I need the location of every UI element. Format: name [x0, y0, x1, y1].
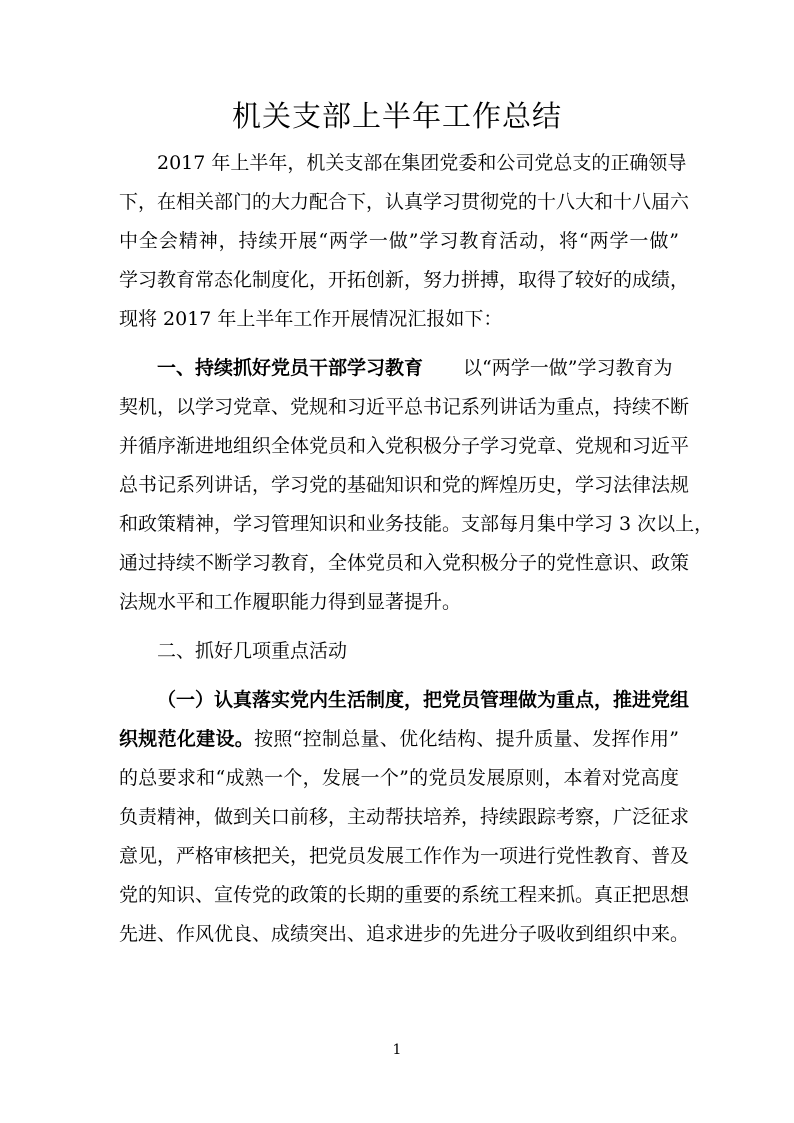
- subsection-heading: （一）认真落实党内生活制度，把党员管理做为重点，推进党组: [157, 689, 690, 711]
- paragraph-line: 契机，以学习党章、党规和习近平总书记系列讲话为重点，持续不断: [119, 396, 690, 418]
- paragraph-text: 按照“控制总量、优化结构、提升质量、发挥作用”: [254, 728, 679, 750]
- section-heading-2: 二、抓好几项重点活动: [157, 640, 348, 662]
- page-number: 1: [392, 1042, 402, 1058]
- paragraph-line: 党的知识、宣传党的政策的长期的重要的系统工程来抓。真正把思想: [119, 884, 690, 906]
- paragraph-line: 通过持续不断学习教育，全体党员和入党积极分子的党性意识、政策: [119, 552, 690, 574]
- paragraph-line: 法规水平和工作履职能力得到显著提升。: [119, 591, 462, 613]
- subsection-heading-end: 织规范化建设。: [119, 728, 255, 750]
- paragraph-line: 意见，严格审核把关，把党员发展工作作为一项进行党性教育、普及: [119, 845, 690, 867]
- paragraph-line: 2017 年上半年，机关支部在集团党委和公司党总支的正确领导: [157, 152, 687, 174]
- section-heading-1: 一、持续抓好党员干部学习教育: [157, 357, 424, 379]
- section-line: [119, 354, 679, 382]
- subsection-line: [119, 725, 679, 753]
- paragraph-line: 负责精神，做到关口前移，主动帮扶培养，持续跟踪考察，广泛征求: [119, 806, 690, 828]
- paragraph-line: 先进、作风优良、成绩突出、追求进步的先进分子吸收到组织中来。: [119, 923, 690, 945]
- document-title: 机关支部上半年工作总结: [231, 99, 562, 133]
- paragraph-line: 现将 2017 年上半年工作开展情况汇报如下：: [119, 308, 503, 330]
- paragraph-line: 和政策精神，学习管理知识和业务技能。支部每月集中学习 3 次以上，: [119, 513, 714, 535]
- paragraph-line: 的总要求和“成熟一个，发展一个”的党员发展原则，本着对党高度: [119, 767, 679, 789]
- paragraph-line: 学习教育常态化制度化，开拓创新，努力拼搏，取得了较好的成绩，: [119, 269, 690, 291]
- paragraph-line: 总书记系列讲话，学习党的基础知识和党的辉煌历史，学习法律法规: [119, 474, 690, 496]
- paragraph-line: 中全会精神，持续开展“两学一做”学习教育活动，将“两学一做”: [119, 230, 679, 252]
- paragraph-line: 下，在相关部门的大力配合下，认真学习贯彻党的十八大和十八届六: [119, 191, 690, 213]
- paragraph-text: 以“两学一做”学习教育为: [463, 357, 673, 379]
- paragraph-line: 并循序渐进地组织全体党员和入党积极分子学习党章、党规和习近平: [119, 435, 690, 457]
